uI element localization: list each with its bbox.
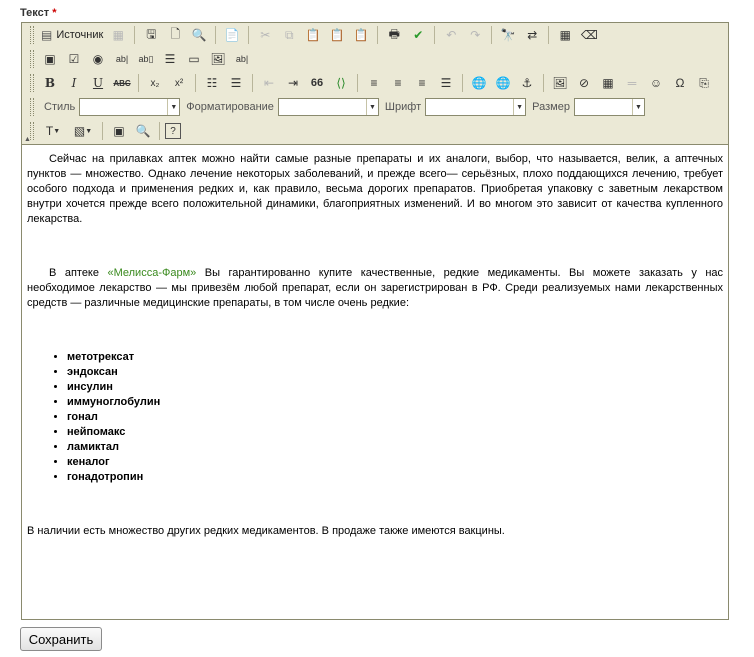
- font-select[interactable]: [425, 98, 526, 116]
- replace-icon[interactable]: ⇄: [527, 28, 538, 42]
- list-item: • эндоксан: [67, 365, 160, 380]
- superscript-button[interactable]: x²: [174, 77, 184, 89]
- toolbar-row-2: [30, 48, 254, 70]
- list-item: • гонал: [67, 410, 160, 425]
- paste-icon[interactable]: 📋: [305, 28, 321, 42]
- chevron-down-icon: ▼: [513, 99, 525, 115]
- textfield-icon[interactable]: ab|: [115, 54, 129, 64]
- separator: [377, 26, 378, 44]
- field-label-text: Текст: [20, 7, 50, 19]
- spellcheck-icon[interactable]: ✔: [413, 28, 424, 42]
- maximize-icon[interactable]: ▣: [113, 124, 125, 138]
- show-blocks-icon[interactable]: 🔍: [135, 124, 151, 138]
- rich-text-editor: [21, 22, 729, 620]
- blockquote-button[interactable]: 66: [310, 77, 324, 89]
- list-item: • ламиктал: [67, 440, 160, 455]
- separator: [159, 122, 160, 140]
- templates-icon[interactable]: ▦: [112, 28, 124, 42]
- toolbar-row-3: [30, 72, 716, 94]
- font-label: Шрифт: [384, 101, 422, 113]
- separator: [134, 26, 135, 44]
- bold-button[interactable]: B: [44, 76, 56, 90]
- button-field-icon[interactable]: ▭: [188, 52, 200, 66]
- toolbar-grip: [30, 74, 34, 92]
- text-color-icon[interactable]: T ▼: [45, 124, 61, 138]
- subscript-button[interactable]: x₂: [150, 77, 160, 89]
- style-label: Стиль: [44, 101, 76, 113]
- format-label: Форматирование: [186, 101, 274, 113]
- list-item: • гонадотропин: [67, 470, 160, 485]
- remove-format-icon[interactable]: ⌫: [580, 28, 598, 42]
- size-label: Размер: [532, 101, 570, 113]
- numbered-list-icon[interactable]: ☷: [206, 76, 218, 90]
- smiley-icon[interactable]: ☺: [649, 76, 663, 90]
- separator: [491, 26, 492, 44]
- separator: [548, 26, 549, 44]
- paste-word-icon[interactable]: 📋: [353, 28, 369, 42]
- paragraph-2-end: Вы гарантированно купите качественные, редкие медикаменты. Вы можете заказать у нас необходимое лекарство — мы привезём любой препарат, если он зарегистрирован в РФ. Среди реализуемых нами лекарственных средств — различные медицинские препараты, в том числе очень редкие:: [27, 267, 724, 309]
- chevron-down-icon: ▼: [632, 99, 644, 115]
- pharmacy-link[interactable]: «Мелисса-Фарм»: [107, 267, 197, 279]
- page-break-icon[interactable]: ⎘: [699, 75, 709, 90]
- collapse-toolbar-icon[interactable]: ▲: [24, 136, 31, 143]
- source-icon: ▤: [41, 28, 53, 42]
- separator: [462, 74, 463, 92]
- paste-text-icon[interactable]: 📋: [329, 28, 345, 42]
- save-button[interactable]: Сохранить: [20, 627, 102, 651]
- toolbar-row-4: [30, 96, 645, 118]
- hidden-field-icon[interactable]: ab|: [235, 54, 249, 64]
- image-icon[interactable]: 🖼: [552, 76, 568, 90]
- outdent-icon[interactable]: ⇤: [263, 76, 275, 90]
- list-item: • иммуноглобулин: [67, 395, 160, 410]
- separator: [434, 26, 435, 44]
- table-icon[interactable]: ▦: [602, 76, 614, 90]
- toolbar-grip: [30, 26, 34, 44]
- select-field-icon[interactable]: ☰: [164, 52, 176, 66]
- paragraph-2: [27, 266, 723, 311]
- special-char-icon[interactable]: Ω: [675, 76, 685, 90]
- image-button-icon[interactable]: 🖼: [210, 52, 226, 66]
- paragraph-3: В наличии есть множество других редких медикаментов. В продаже также имеются вакцины.: [27, 525, 505, 537]
- source-button[interactable]: [38, 25, 106, 45]
- editor-toolbar: [22, 23, 728, 145]
- background-color-icon[interactable]: ▧ ▼: [73, 124, 93, 138]
- save-icon[interactable]: 🖫: [146, 26, 157, 41]
- paragraph-1: Сейчас на прилавках аптек можно найти самые разные препараты и их аналоги, выбор, что называется, велик, а аптечных пунктов — множество. Однако лечение некоторых заболеваний, и прежде всего— серьёзных, плохо поддающихся лечению, требует особого подхода и применения редких и, как правило, весьма дорогих препаратов. Приобретая упаковку с заветным лекарством внутри хочется прежде всего положительной динамики, благоприятных изменений. И во многом это зависит от качества купленного лекарства.: [27, 153, 723, 225]
- separator: [357, 74, 358, 92]
- separator: [102, 122, 103, 140]
- strikethrough-button[interactable]: ABC: [113, 78, 131, 88]
- list-item: • метотрексат: [67, 350, 160, 365]
- link-icon[interactable]: 🌐: [471, 76, 487, 90]
- print-icon[interactable]: 🖶: [388, 26, 400, 41]
- size-select[interactable]: [574, 98, 645, 116]
- anchor-icon[interactable]: ⚓: [521, 76, 533, 90]
- paragraph-2-start: В аптеке: [49, 267, 108, 279]
- radio-icon[interactable]: ◉: [92, 52, 104, 66]
- toolbar-grip: [30, 50, 34, 68]
- preview-icon[interactable]: 🔍: [191, 28, 207, 42]
- redo-icon[interactable]: ↷: [470, 28, 481, 42]
- separator: [252, 74, 253, 92]
- cut-icon[interactable]: ✂: [260, 28, 271, 42]
- bulleted-list-icon[interactable]: ☰: [230, 76, 242, 90]
- editor-content[interactable]: [27, 150, 723, 616]
- drug-list: [27, 350, 160, 485]
- indent-icon[interactable]: ⇥: [287, 76, 299, 90]
- templates-doc-icon[interactable]: 📄: [224, 28, 240, 42]
- style-select[interactable]: [79, 98, 180, 116]
- list-item: • кеналог: [67, 455, 160, 470]
- separator: [248, 26, 249, 44]
- new-page-icon[interactable]: 🗋: [170, 26, 181, 41]
- separator: [543, 74, 544, 92]
- field-label: [20, 7, 57, 19]
- align-right-icon[interactable]: ≡: [418, 76, 426, 90]
- flash-icon[interactable]: ⊘: [578, 76, 590, 90]
- toolbar-grip: [30, 98, 34, 116]
- separator: [215, 26, 216, 44]
- required-mark: *: [52, 7, 57, 19]
- align-justify-icon[interactable]: ☰: [440, 76, 452, 90]
- chevron-down-icon: ▼: [366, 99, 378, 115]
- separator: [195, 74, 196, 92]
- select-all-icon[interactable]: ▦: [559, 28, 571, 42]
- align-left-icon[interactable]: ≡: [370, 76, 378, 90]
- unlink-icon[interactable]: 🌐: [495, 76, 511, 90]
- underline-button[interactable]: U: [92, 76, 104, 90]
- align-center-icon[interactable]: ≡: [394, 76, 402, 90]
- format-select[interactable]: [278, 98, 379, 116]
- checkbox-icon[interactable]: ☑: [68, 52, 80, 66]
- source-label: Источник: [56, 29, 104, 41]
- undo-icon[interactable]: ↶: [446, 28, 457, 42]
- horizontal-rule-icon[interactable]: ═: [627, 76, 637, 90]
- toolbar-row-5: [30, 120, 182, 142]
- find-icon[interactable]: 🔭: [500, 28, 516, 42]
- textarea-icon[interactable]: ab▯: [138, 53, 154, 64]
- chevron-down-icon: ▼: [167, 99, 179, 115]
- list-item: • нейпомакс: [67, 425, 160, 440]
- copy-icon[interactable]: ⧉: [285, 27, 294, 42]
- list-item: • инсулин: [67, 380, 160, 395]
- form-icon[interactable]: ▣: [44, 52, 56, 66]
- toolbar-row-1: [30, 24, 601, 46]
- div-container-icon[interactable]: ⟨⟩: [336, 76, 346, 90]
- help-button[interactable]: ?: [165, 123, 181, 139]
- separator: [138, 74, 139, 92]
- italic-button[interactable]: I: [71, 76, 77, 90]
